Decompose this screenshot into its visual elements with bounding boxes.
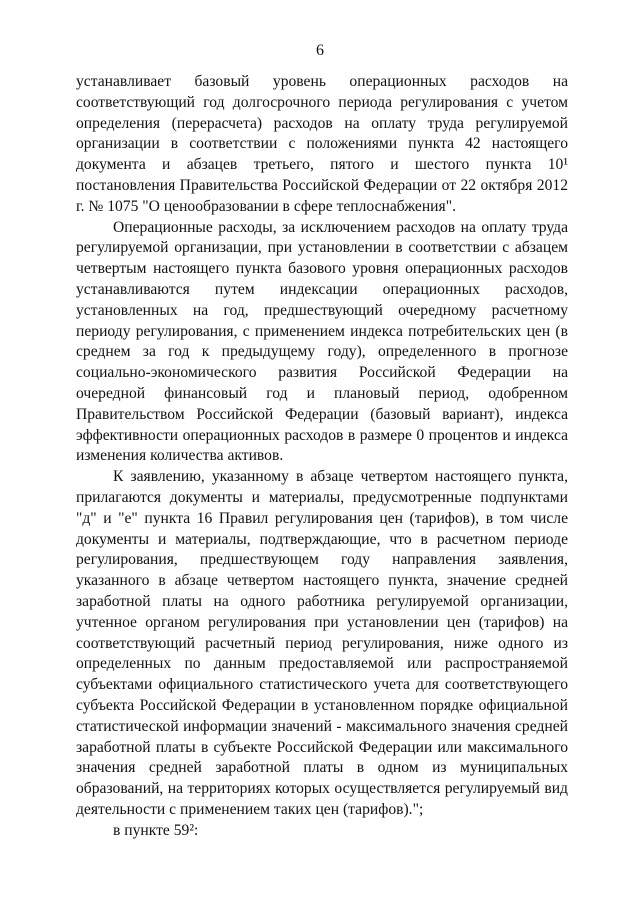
paragraph-3: К заявлению, указанному в абзаце четвертом настоящего пункта, прилагаются документы и материалы, предусмотренные подпунктами "д" и "е" пункта 16 Правил регулирования цен (тарифов), в том числе документы и материалы, подтверждающие, что в расчетном периоде регулирования, предшествующем году направления заявления, указанного в абзаце четвертом настоящего пункта, значение средней заработной платы на одного работника регулируемой организации, учтенное органом регулирования при установлении цен (тарифов) на соответствующий расчетный период регулирования, ниже одного из определенных по данным предоставляемой или распространяемой субъектами официального статистического учета для соответствующего субъекта Российской Федерации в установленном порядке официальной статистической информации значений - максимального значения средней заработной платы в субъекте Российской Федерации или максимального значения средней заработной платы в одном из муниципальных образований, на территориях которых осуществляется регулируемый вид деятельности с применением таких цен (тарифов)."; (76, 468, 568, 818)
body-text (76, 72, 568, 841)
page-number: 6 (316, 42, 324, 59)
paragraph-4: в пункте 59²: (113, 821, 199, 839)
paragraph-1: устанавливает базовый уровень операционных расходов на соответствующий год долгосрочного периода регулирования с учетом определения (перерасчета) расходов на оплату труда регулируемой организации в соответствии с положениями пункта 42 настоящего документа и абзацев третьего, пятого и шестого пункта 10¹ постановления Правительства Российской Федерации от 22 октября 2012 г. № 1075 "О ценообразовании в сфере теплоснабжения". (76, 73, 568, 215)
paragraph-2: Операционные расходы, за исключением расходов на оплату труда регулируемой организации, при установлении в соответствии с абзацем четвертым настоящего пункта базового уровня операционных расходов устанавливаются путем индексации операционных расходов, установленных на год, предшествующий очередному расчетному периоду регулирования, с применением индекса потребительских цен (в среднем за год к предыдущему году), определенного в прогнозе социально-экономического развития Российской Федерации на очередной финансовый год и плановый период, одобренном Правительством Российской Федерации (базовый вариант), индекса эффективности операционных расходов в размере 0 процентов и индекса изменения количества активов. (76, 218, 568, 465)
